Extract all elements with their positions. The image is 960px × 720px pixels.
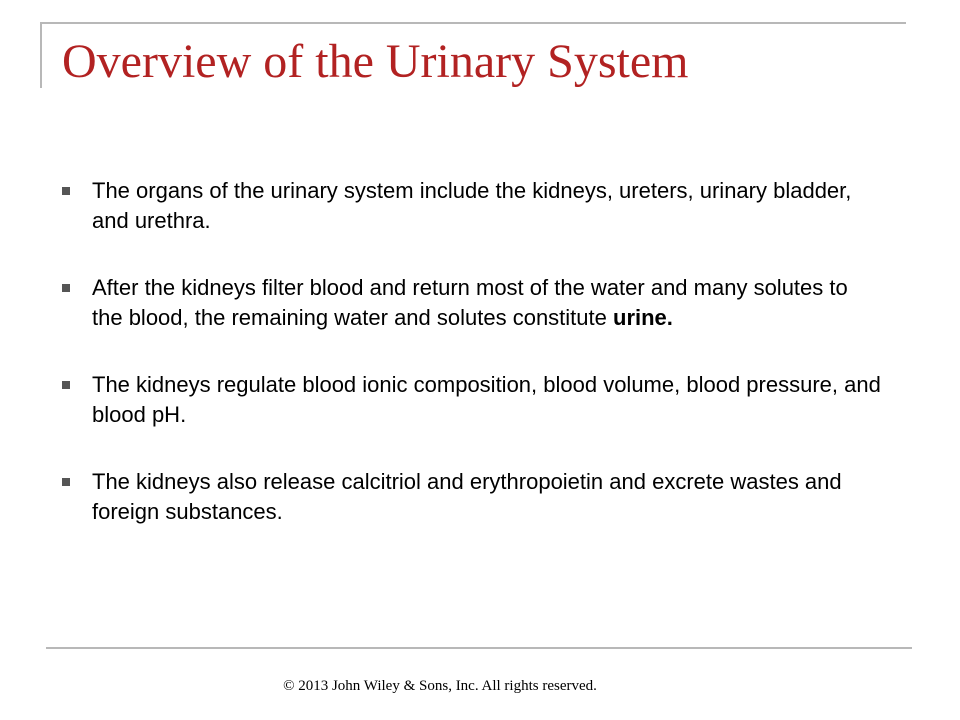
square-bullet-icon: [62, 187, 70, 195]
bullet-text: After the kidneys filter blood and return most of the water and many solutes to the blood, the remaining water and solutes constitute: [92, 275, 848, 330]
bullet-text: The kidneys regulate blood ionic composition, blood volume, blood pressure, and blood pH.: [92, 372, 881, 427]
square-bullet-icon: [62, 381, 70, 389]
frame-left-line: [40, 22, 42, 88]
bullet-item-regulation: [62, 370, 882, 430]
copyright-footer: © 2013 John Wiley & Sons, Inc. All rights reserved.: [283, 678, 597, 694]
square-bullet-icon: [62, 284, 70, 292]
frame-top-line: [40, 22, 906, 24]
bullet-item-urine: [62, 273, 882, 333]
square-bullet-icon: [62, 478, 70, 486]
bullet-text: The kidneys also release calcitriol and erythropoietin and excrete wastes and foreign substances.: [92, 469, 842, 524]
bullet-list: [62, 176, 882, 564]
bullet-item-organs: [62, 176, 882, 236]
bullet-text: The organs of the urinary system include the kidneys, ureters, urinary bladder, and urethra.: [92, 178, 852, 233]
frame-bottom-line: [46, 647, 912, 649]
bullet-bold-term: urine.: [613, 305, 673, 330]
slide-title: Overview of the Urinary System: [62, 35, 689, 88]
bullet-item-hormones: [62, 467, 882, 527]
